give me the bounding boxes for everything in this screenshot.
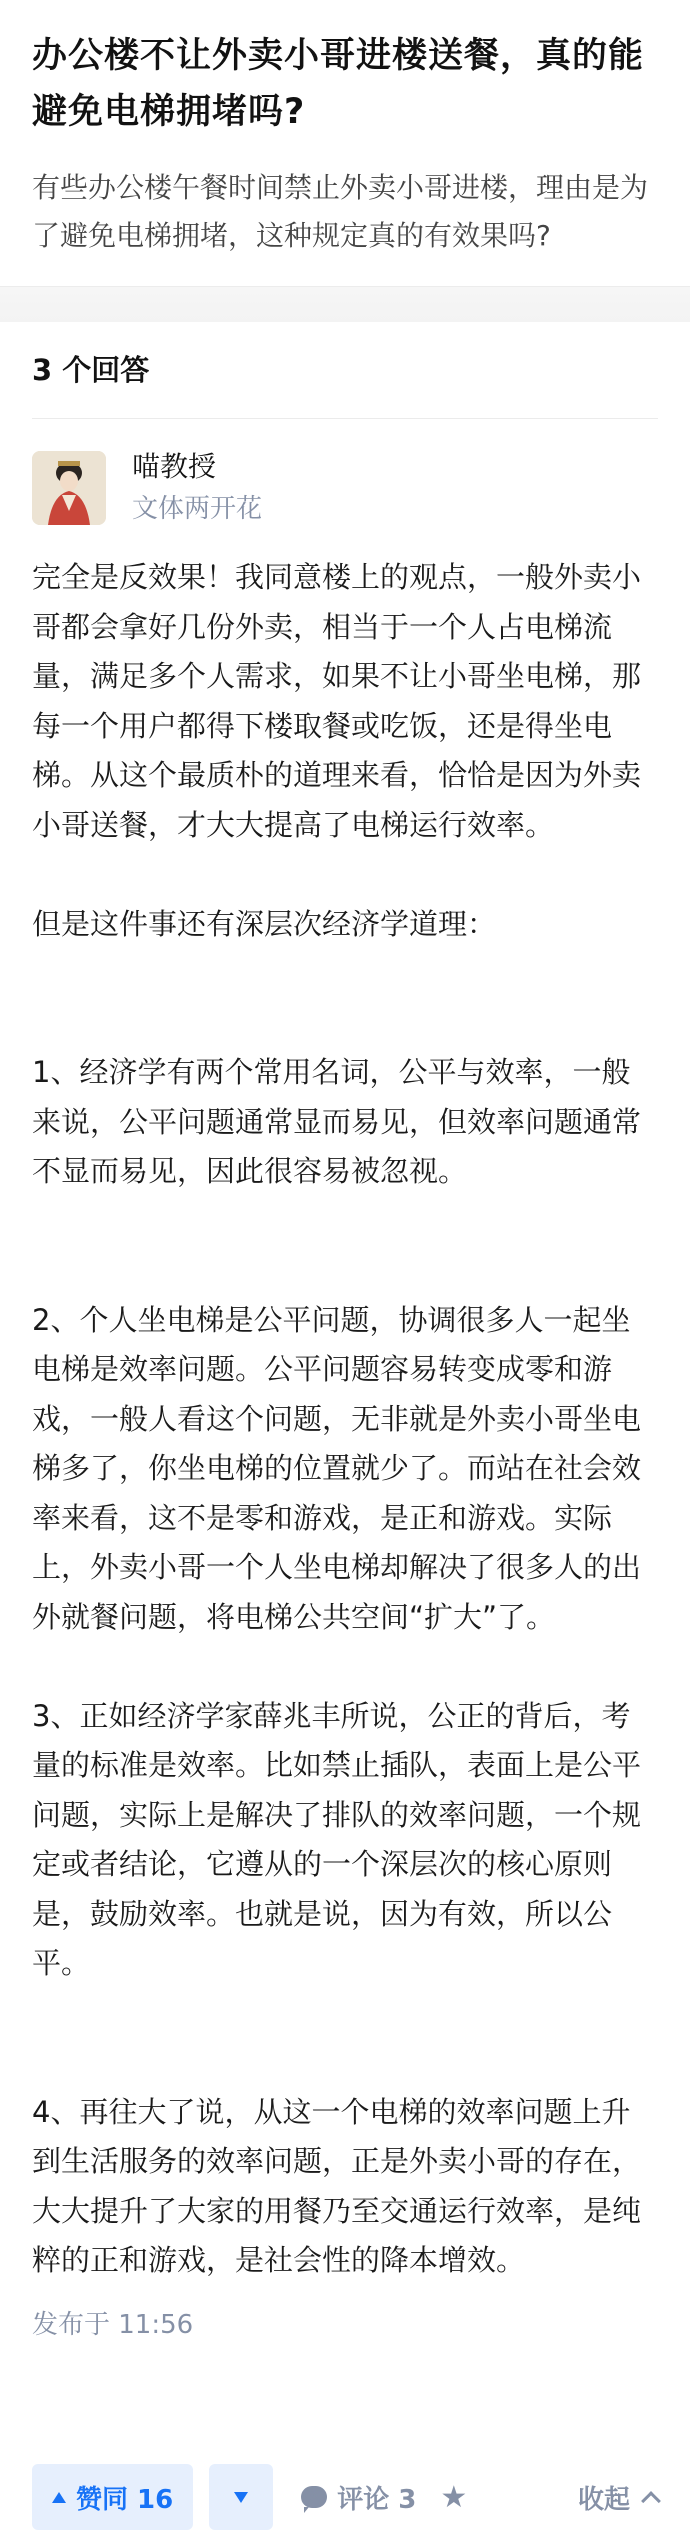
answer-paragraph: 3、正如经济学家薛兆丰所说，公正的背后，考量的标准是效率。比如禁止插队，表面上是公平问题，实际上是解决了排队的效率问题，一个规定或者结论，它遵从的一个深层次的核心原则是，鼓励效率。也就是说，因为有效，所以公平。 (32, 1698, 642, 1980)
comment-label: 评论 3 (337, 2484, 417, 2515)
answer-content (0, 529, 690, 2286)
answers-header (0, 322, 690, 418)
collapse-button[interactable] (578, 2479, 658, 2516)
question-section (0, 0, 690, 260)
upvote-icon (52, 2492, 66, 2503)
chevron-up-icon (641, 2491, 661, 2511)
answer-author[interactable] (0, 419, 690, 529)
avatar[interactable] (32, 451, 106, 525)
author-bio: 文体两开花 (132, 494, 263, 524)
question-title[interactable]: 办公楼不让外卖小哥进楼送餐，真的能避免电梯拥堵吗? (32, 36, 645, 132)
answer-action-bar (0, 2464, 690, 2530)
publish-time: 发布于 11:56 (32, 2309, 194, 2340)
answer-paragraph: 完全是反效果！我同意楼上的观点，一般外卖小哥都会拿好几份外卖，相当于一个人占电梯流量，满足多个人需求，如果不让小哥坐电梯，那每一个用户都得下楼取餐或吃饭，还是得坐电梯。从这个最质朴的道理来看，恰恰是因为外卖小哥送餐，才大大提高了电梯运行效率。 (32, 560, 642, 842)
section-divider (0, 286, 690, 322)
upvote-label: 赞同 16 (76, 2484, 174, 2515)
comment-button[interactable] (301, 2479, 416, 2516)
downvote-button[interactable] (209, 2464, 273, 2530)
comment-icon (301, 2486, 327, 2508)
upvote-button[interactable] (32, 2464, 193, 2530)
answer-count: 3 个回答 (32, 353, 150, 387)
answer-paragraph: 4、再往大了说，从这一个电梯的效率问题上升到生活服务的效率问题，正是外卖小哥的存在，大大提升了大家的用餐乃至交通运行效率，是纯粹的正和游戏，是社会性的降本增效。 (32, 2094, 642, 2277)
author-name[interactable]: 喵教授 (132, 450, 217, 483)
star-icon[interactable]: ★ (440, 2479, 468, 2515)
answer-paragraph: 2、个人坐电梯是公平问题，协调很多人一起坐电梯是效率问题。公平问题容易转变成零和游戏，一般人看这个问题，无非就是外卖小哥坐电梯多了，你坐电梯的位置就少了。而站在社会效率来看，这不是零和游戏，是正和游戏。实际上，外卖小哥一个人坐电梯却解决了很多人的出外就餐问题，将电梯公共空间“扩大”了。 (32, 1302, 642, 1634)
question-description: 有些办公楼午餐时间禁止外卖小哥进楼，理由是为了避免电梯拥堵，这种规定真的有效果吗? (32, 171, 649, 252)
answer-paragraph: 但是这件事还有深层次经济学道理： (32, 906, 497, 941)
collapse-label: 收起 (577, 2484, 630, 2515)
answer-paragraph: 1、经济学有两个常用名词，公平与效率，一般来说，公平问题通常显而易见，但效率问题通常不显而易见，因此很容易被忽视。 (32, 1055, 642, 1188)
downvote-icon (234, 2492, 248, 2503)
